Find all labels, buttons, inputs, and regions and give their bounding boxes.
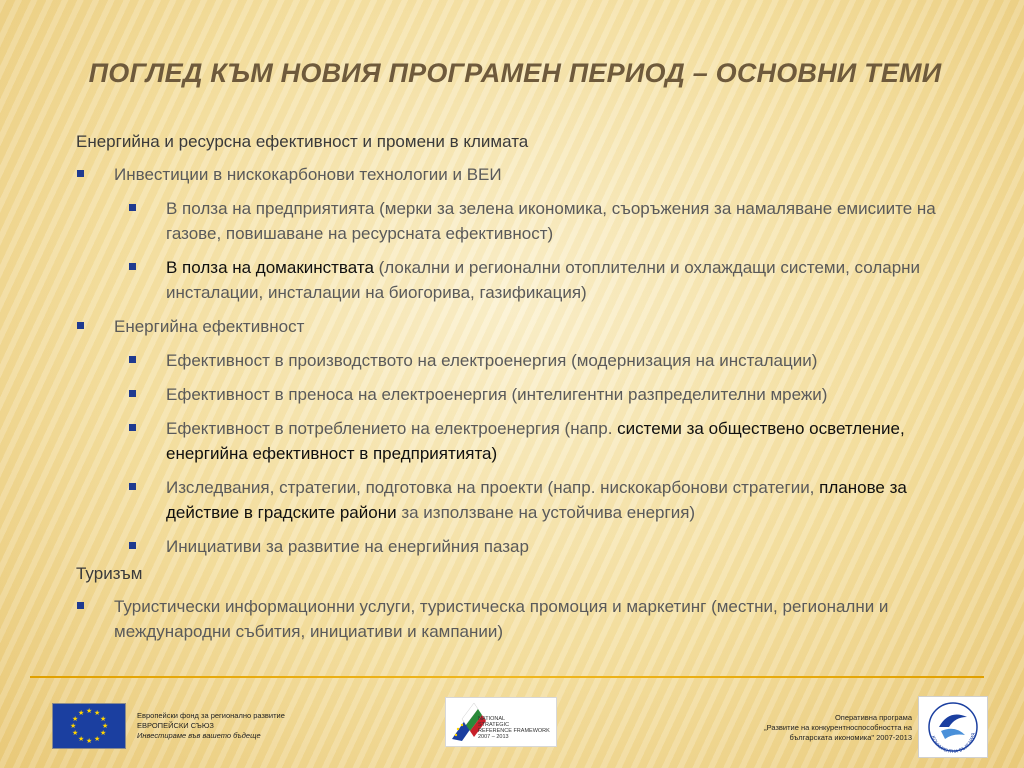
bullet-text: за използване на устойчива енергия) <box>396 503 696 522</box>
slide-content <box>76 132 976 653</box>
square-bullet-icon <box>129 424 136 431</box>
eu-slogan: Инвестираме във вашето бъдеще <box>137 731 261 740</box>
section-heading-energy: Енергийна и ресурсна ефективност и промени в климата <box>76 132 529 151</box>
bullet-text-emphasis: планове за действие в градските райони <box>166 478 907 522</box>
bullet-text: Туристически информационни услуги, туристическа промоция и маркетинг (местни, регионални и международни събития, инициативи и кампании) <box>114 597 889 641</box>
op-logo-text: КОНКУРЕНТНА БЪЛГАРИЯ <box>929 732 977 756</box>
competitive-bulgaria-logo <box>918 696 988 758</box>
square-bullet-icon <box>129 542 136 549</box>
op-program-caption <box>700 713 912 743</box>
competitive-bulgaria-emblem-icon <box>919 697 987 757</box>
square-bullet-icon <box>77 602 84 609</box>
subbullet-production <box>76 348 976 373</box>
bullet-text: Изследвания, стратегии, подготовка на проекти (напр. нискокарбонови стратегии, <box>166 478 820 497</box>
bullet-text-emphasis: В полза на домакинствата <box>166 258 374 277</box>
square-bullet-icon <box>129 390 136 397</box>
nsrf-line: REFERENCE FRAMEWORK <box>478 728 550 734</box>
eu-fund-name: Европейски фонд за регионално развитие <box>137 711 285 720</box>
slide-title: ПОГЛЕД КЪМ НОВИЯ ПРОГРАМЕН ПЕРИОД – ОСНОВНИ ТЕМИ <box>88 58 942 88</box>
bullet-text: Ефективност в потреблението на електроенергия (напр. <box>166 419 618 438</box>
square-bullet-icon <box>77 170 84 177</box>
nsrf-caption <box>478 716 550 740</box>
op-caption-line: българската икономика" 2007-2013 <box>789 733 912 742</box>
bullet-text: Инициативи за развитие на енергийния пазар <box>166 537 529 556</box>
subbullet-transmission <box>76 382 976 407</box>
bullet-text: Инвестиции в нискокарбонови технологии и ВЕИ <box>114 165 502 184</box>
bullet-text: Енергийна ефективност <box>114 317 305 336</box>
nsrf-logo <box>445 697 557 747</box>
eu-fund-caption <box>137 711 337 741</box>
bullet-investments <box>76 162 976 187</box>
bullet-text: В полза на предприятията (мерки за зелена икономика, съоръжения за намаляване емисиите на газове, повишаване на ресурсната ефективност) <box>166 199 936 243</box>
subbullet-enterprises <box>76 196 976 246</box>
op-caption-line: Оперативна програма <box>834 713 912 722</box>
bullet-energy-efficiency <box>76 314 976 339</box>
subbullet-consumption <box>76 416 976 466</box>
bullet-text: Ефективност в производството на електроенергия (модернизация на инсталации) <box>166 351 818 370</box>
subbullet-market <box>76 534 976 559</box>
bullet-text: Ефективност в преноса на електроенергия (интелигентни разпределителни мрежи) <box>166 385 828 404</box>
bullet-text: (локални и регионални отоплителни и охлаждащи системи, соларни инсталации, инсталации на биогорива, газификация) <box>166 258 921 302</box>
section-heading-tourism: Туризъм <box>76 564 143 583</box>
bullet-tourism-services <box>76 594 976 644</box>
square-bullet-icon <box>129 356 136 363</box>
subbullet-households <box>76 255 976 305</box>
square-bullet-icon <box>129 263 136 270</box>
square-bullet-icon <box>129 204 136 211</box>
nsrf-years: 2007 – 2013 <box>478 734 509 740</box>
nsrf-line: NATIONAL <box>478 716 506 722</box>
bullet-text-emphasis: системи за обществено осветление, енергийна ефективност в предприятията) <box>166 419 905 463</box>
eu-flag-logo: ★ ★ ★ ★ ★ ★ ★ ★ ★ ★ ★ ★ <box>52 703 126 749</box>
subbullet-research <box>76 475 976 525</box>
footer-divider <box>30 676 984 678</box>
square-bullet-icon <box>77 322 84 329</box>
nsrf-line: STRATEGIC <box>478 722 510 728</box>
eu-union-name: ЕВРОПЕЙСКИ СЪЮЗ <box>137 721 214 730</box>
square-bullet-icon <box>129 483 136 490</box>
op-caption-line: „Развитие на конкурентноспособността на <box>764 723 912 732</box>
